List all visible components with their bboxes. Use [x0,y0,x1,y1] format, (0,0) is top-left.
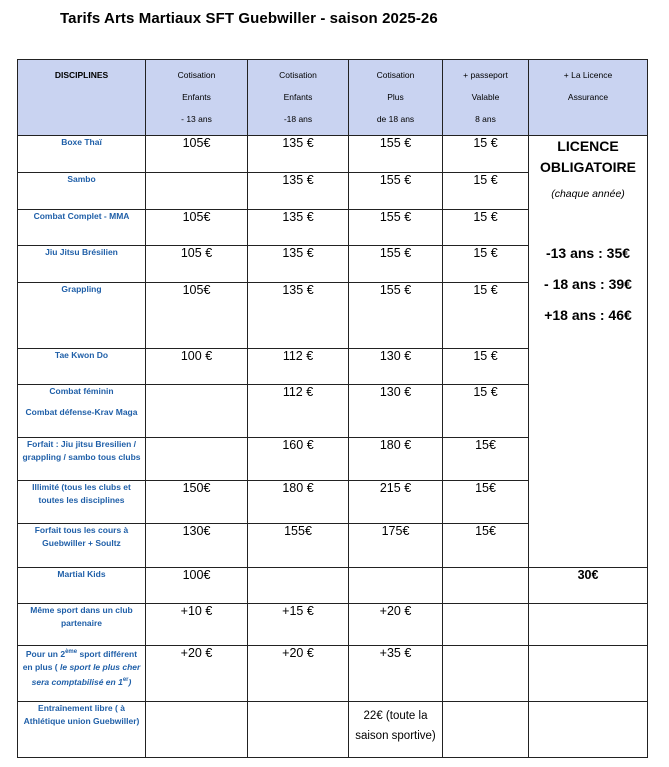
price-cell [529,604,648,646]
price-cell: 15€ [443,524,529,568]
price-cell: +20 € [248,646,349,702]
header-line: - 13 ans [181,114,212,124]
discipline-label: Jiu Jitsu Brésilien [45,247,118,257]
discipline-label: Athlétique union Guebwiller) [23,716,140,726]
price-cell: 135 € [248,173,349,210]
licence-price: +18 ans : 46€ [544,307,632,323]
price-cell: 175€ [349,524,443,568]
price-cell: 135 € [248,210,349,246]
header-line: -18 ans [283,114,313,124]
discipline-label: Combat féminin [49,386,114,396]
discipline-label: Illimité (tous les clubs et [32,482,131,492]
discipline-cell [18,349,146,385]
price-cell: 105€ [146,210,248,246]
header-line: Plus [387,92,404,102]
header-passeport [443,60,529,136]
price-cell [349,568,443,604]
header-cotisation-13 [146,60,248,136]
header-line: Enfants [283,92,313,102]
price-cell: 100 € [146,349,248,385]
price-cell: 105 € [146,246,248,283]
price-cell: 112 € [248,385,349,438]
text-part: Pour un 2 [25,648,66,659]
discipline-cell [18,210,146,246]
price-cell: +20 € [146,646,248,702]
discipline-cell [18,385,146,438]
header-line: Cotisation [177,70,216,80]
price-cell [529,702,648,758]
superscript: er [122,676,129,683]
price-cell: 15 € [443,349,529,385]
licence-title: LICENCE [557,138,619,154]
price-cell [443,646,529,702]
price-cell: +15 € [248,604,349,646]
header-line: Assurance [567,92,609,102]
licence-price: - 18 ans : 39€ [544,276,632,292]
price-cell: 130 € [349,385,443,438]
price-cell: 105€ [146,136,248,173]
price-cell: 15 € [443,136,529,173]
licence-title: OBLIGATOIRE [540,159,636,175]
text-part: ) [128,676,132,687]
discipline-label: partenaire [60,618,103,628]
licence-note: (chaque année) [551,188,625,200]
licence-cell [529,136,648,568]
discipline-cell [18,646,146,702]
header-line: DISCIPLINES [54,70,109,80]
price-cell: 112 € [248,349,349,385]
price-cell: 155 € [349,173,443,210]
header-line: de 18 ans [376,114,415,124]
table-row [18,568,648,604]
price-cell [529,646,648,702]
table-row [18,604,648,646]
header-cotisation-plus18 [349,60,443,136]
table-row [18,136,648,173]
discipline-label: Forfait tous les cours à [34,525,129,535]
discipline-label: Boxe Thaï [61,137,102,147]
discipline-cell [18,246,146,283]
price-cell: 15 € [443,210,529,246]
price-cell: +20 € [349,604,443,646]
discipline-cell [18,481,146,524]
price-cell: 155 € [349,246,443,283]
price-cell [146,173,248,210]
text-part: sera comptabilisé en 1 [31,676,123,687]
discipline-cell [18,568,146,604]
price-cell: 180 € [248,481,349,524]
price-cell: 105€ [146,283,248,349]
table-row [18,646,648,702]
price-cell [248,702,349,758]
header-line: 8 ans [475,114,496,124]
price-cell: 135 € [248,136,349,173]
superscript: ème [65,649,78,655]
price-cell: 215 € [349,481,443,524]
price-cell: 180 € [349,438,443,481]
discipline-cell [18,604,146,646]
price-cell: 15 € [443,173,529,210]
price-cell [443,702,529,758]
price-cell: +10 € [146,604,248,646]
price-cell [146,438,248,481]
discipline-cell [18,173,146,210]
text-part: sport différent [77,648,138,659]
price-cell: 155 € [349,136,443,173]
header-cotisation-18 [248,60,349,136]
price-cell: 15 € [443,283,529,349]
price-cell [248,568,349,604]
text-part: en plus ( [22,661,58,672]
discipline-label: toutes les disciplines [38,495,125,505]
discipline-label: grappling / sambo tous clubs [22,452,141,462]
price-cell: 155 € [349,210,443,246]
price-cell [146,385,248,438]
discipline-label [18,646,145,661]
table-row [18,702,648,758]
price-cell [146,702,248,758]
price-cell: 100€ [146,568,248,604]
discipline-label: Entraînement libre ( à [38,703,125,713]
price-cell [443,568,529,604]
discipline-cell [18,283,146,349]
text-part: le sport le plus cher [57,661,141,672]
price-cell: 130€ [146,524,248,568]
price-cell: 135 € [248,283,349,349]
discipline-label: Même sport dans un club [30,605,133,615]
price-cell [443,604,529,646]
price-cell: 15€ [443,481,529,524]
price-cell [349,702,443,758]
discipline-cell [18,438,146,481]
price-cell: 160 € [248,438,349,481]
licence-kids-price: 30€ [529,568,648,604]
price-cell: 15€ [443,438,529,481]
page-title: Tarifs Arts Martiaux SFT Guebwiller - saison 2025-26 [60,10,438,27]
discipline-label: Forfait : Jiu jitsu Bresilien / [26,439,137,449]
price-cell: 130 € [349,349,443,385]
price-cell: 135 € [248,246,349,283]
header-line: + passeport [463,70,508,80]
price-cell: 15 € [443,385,529,438]
discipline-label: Combat Complet - MMA [33,211,130,221]
discipline-cell [18,702,146,758]
discipline-label: Grappling [61,284,102,294]
discipline-cell [18,524,146,568]
discipline-label [18,661,145,674]
price-cell: 15 € [443,246,529,283]
header-line: Cotisation [376,70,415,80]
discipline-label: Guebwiller + Soultz [42,538,121,548]
header-disciplines [18,60,146,136]
header-line: Cotisation [279,70,317,80]
licence-price: -13 ans : 35€ [545,245,631,261]
discipline-label: Tae Kwon Do [54,350,109,360]
header-line: Enfants [182,92,211,102]
discipline-cell [18,136,146,173]
price-cell: +35 € [349,646,443,702]
tarifs-table [17,59,648,758]
discipline-label [18,674,145,689]
discipline-label: Sambo [67,174,96,184]
header-line: Valable [471,92,500,102]
discipline-label: Martial Kids [57,569,106,579]
price-line: saison sportive) [355,730,436,742]
price-cell: 155€ [248,524,349,568]
header-line: + La Licence [563,70,613,80]
price-cell: 150€ [146,481,248,524]
header-licence [529,60,648,136]
price-cell: 155 € [349,283,443,349]
discipline-label: Combat défense-Krav Maga [25,407,138,417]
header-row [18,60,648,136]
price-line: 22€ (toute la [363,710,428,722]
